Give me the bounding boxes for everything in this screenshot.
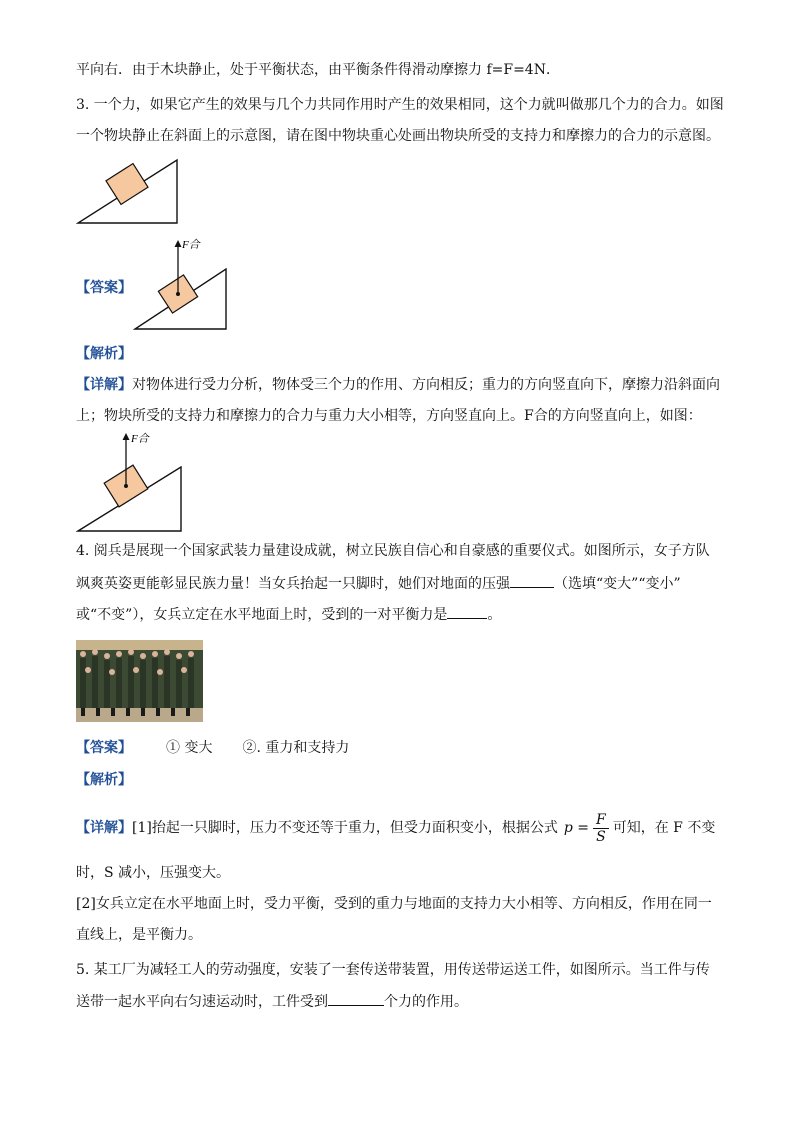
- q5-question-line: 5. 某工厂为减轻工人的劳动强度，安装了一套传送带装置，用传送带运送工件，如图所示。当工件与传: [76, 962, 710, 978]
- q4-question-line: 4. 阅兵是展现一个国家武装力量建设成就，树立民族自信心和自豪感的重要仪式。如图所示，女子方队: [76, 543, 710, 559]
- q4-answer-1: ① 变大: [166, 740, 213, 756]
- female-soldiers-parade-photo: [76, 640, 203, 722]
- q4-detail-line: 直线上，是平衡力。: [76, 927, 202, 943]
- q3-detail-text: 对物体进行受力分析，物体受三个力的作用、方向相反；重力的方向竖直向下，摩擦力沿斜面向: [132, 377, 720, 393]
- detail-label: 【详解】: [76, 820, 132, 836]
- q4-question-line: [76, 573, 681, 594]
- formula-p: p =: [563, 820, 589, 836]
- q3-detail-line: [76, 375, 720, 395]
- q4-answer-line: [76, 738, 349, 758]
- q3-detail-line: 上；物块所受的支持力和摩擦力的合力与重力大小相等，方向竖直向上。F合的方向竖直向上，如图：: [76, 408, 702, 424]
- force-label: F合: [131, 433, 149, 445]
- q5-text: 个力的作用。: [384, 994, 468, 1010]
- analysis-label: 【解析】: [76, 772, 132, 788]
- q4-detail-text: 可知，在 F 不变: [612, 820, 716, 836]
- q4-text: （选填“变大”“变小”: [554, 576, 681, 592]
- q4-detail-line: [76, 808, 715, 848]
- incline-figure-detail: [76, 430, 186, 534]
- answer-label: 【答案】: [76, 280, 132, 296]
- q4-text: 飒爽英姿更能彰显民族力量！当女兵抬起一只脚时，她们对地面的压强: [76, 576, 510, 592]
- analysis-label: 【解析】: [76, 346, 132, 362]
- q3-question-line: 3. 一个力，如果它产生的效果与几个力共同作用时产生的效果相同，这个力就叫做那几个力的合力。如图: [76, 97, 724, 113]
- q4-answer-2: ②. 重力和支持力: [242, 740, 350, 756]
- q4-detail-line: [2]女兵立定在水平地面上时，受力平衡，受到的重力与地面的支持力大小相等、方向相反，作用在同一: [76, 896, 712, 912]
- incline-figure-question: [76, 157, 180, 225]
- force-label: F合: [182, 239, 200, 251]
- q5-text: 送带一起水平向右匀速运动时，工件受到: [76, 994, 328, 1010]
- q4-question-line: [76, 604, 501, 625]
- q5-question-line: [76, 991, 468, 1012]
- formula-denominator: S: [596, 828, 606, 845]
- detail-label: 【详解】: [76, 377, 132, 393]
- q3-question-line: 一个物块静止在斜面上的示意图，请在图中物块重心处画出物块所受的支持力和摩擦力的合力的示意图。: [76, 128, 720, 144]
- q4-text: 或“不变”），女兵立定在水平地面上时，受到的一对平衡力是: [76, 607, 448, 623]
- text-line: 平向右．由于木块静止，处于平衡状态，由平衡条件得滑动摩擦力 f=F=4N．: [76, 62, 560, 78]
- formula-fraction: [593, 812, 609, 845]
- block: [106, 164, 148, 205]
- answer-blank[interactable]: [510, 573, 554, 588]
- q4-detail-text: [1]抬起一只脚时，压力不变还等于重力，但受力面积变小，根据公式: [132, 820, 558, 836]
- answer-label: 【答案】: [76, 740, 132, 756]
- incline-figure-answer: [133, 238, 233, 332]
- q4-detail-line: 时，S 减小，压强变大。: [76, 865, 231, 881]
- answer-blank[interactable]: [447, 604, 487, 619]
- formula-numerator: F: [593, 812, 609, 829]
- q4-text: 。: [487, 607, 502, 623]
- answer-blank[interactable]: [328, 991, 384, 1006]
